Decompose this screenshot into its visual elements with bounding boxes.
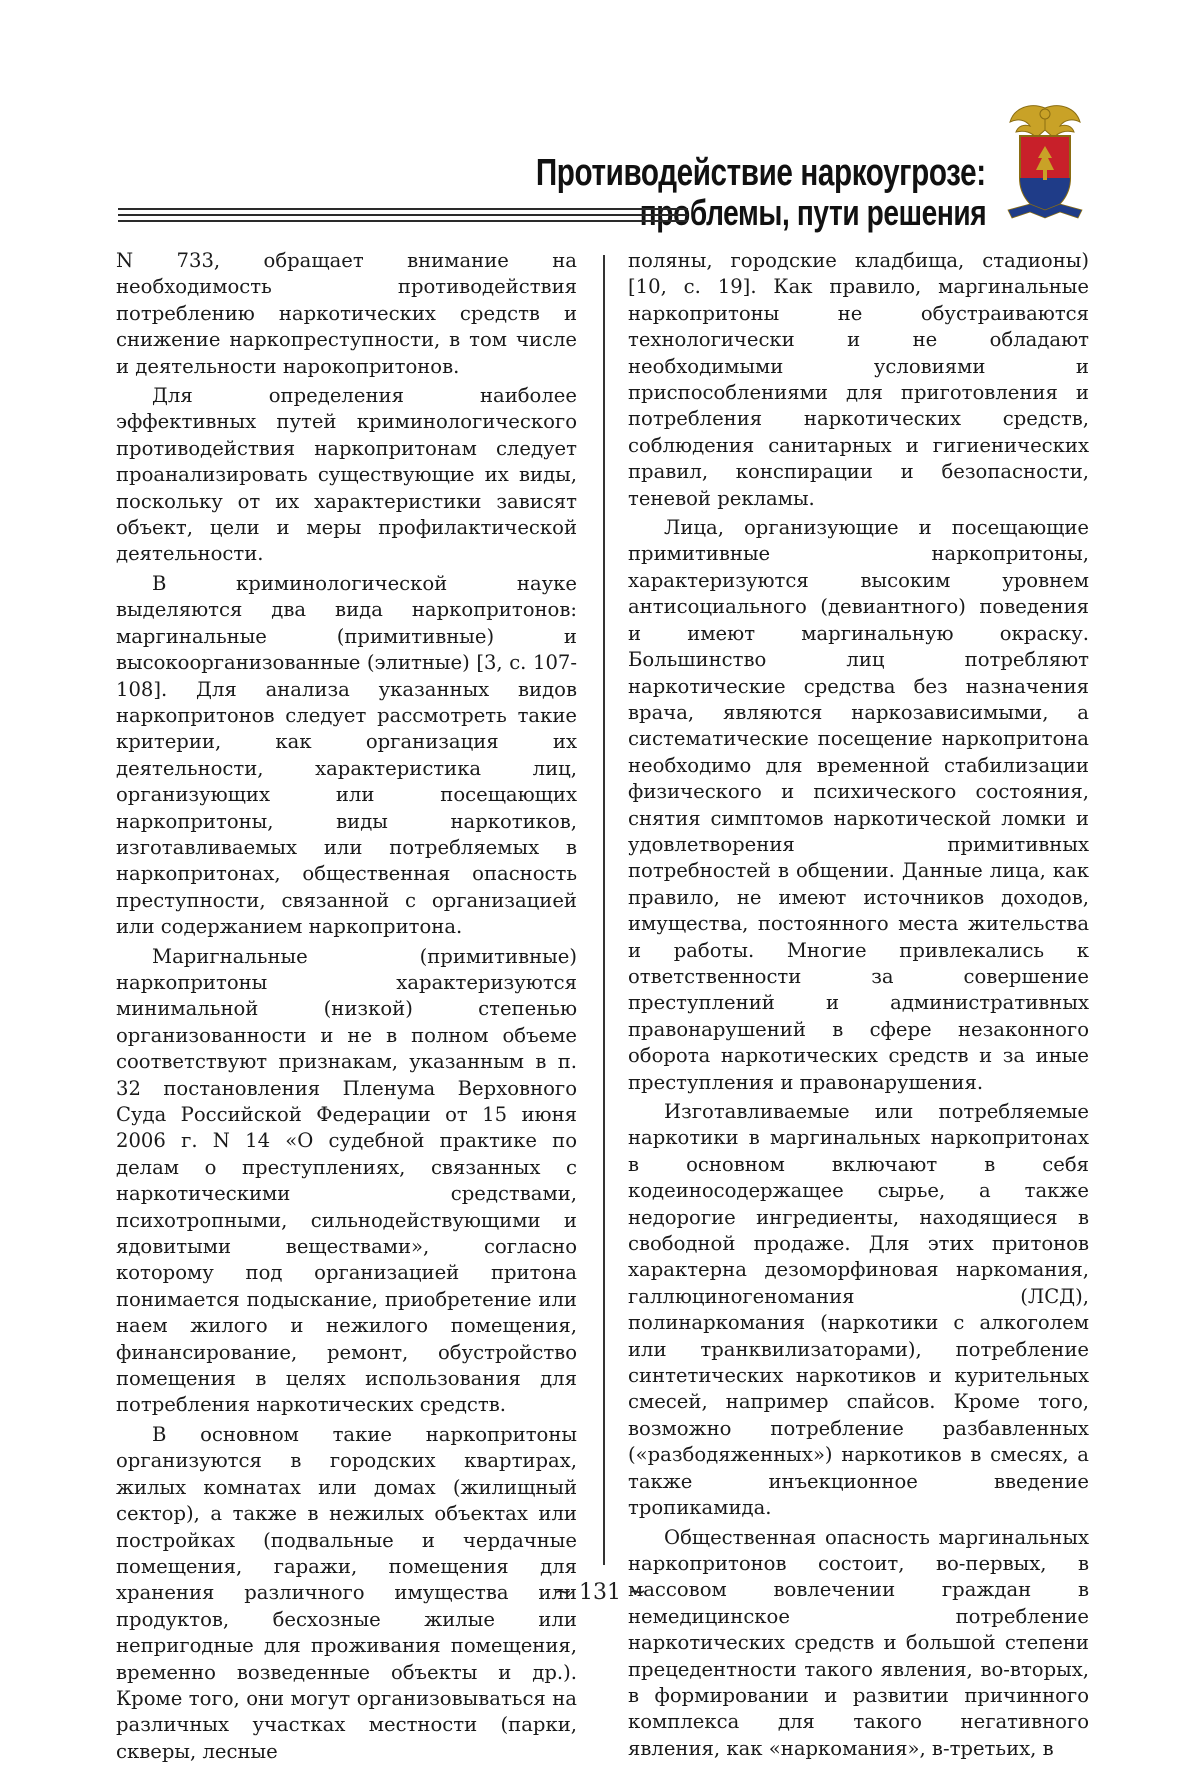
paragraph: поляны, городские кладбища, стадионы) [10, с. 19]. Как правило, маргинальные наркопритоны не обустраиваются технологически и не обладают необходимыми условиями и приспособлениями для приготовления и потребления наркотических средств, соблюдения санитарных и гигиенических правил, конспирации и безопасности, теневой рекламы. [628, 248, 1089, 512]
paragraph: N 733, обращает внимание на необходимость противодействия потреблению наркотических средств и снижение наркопреступности, в том числе и деятельности нарокопритонов. [116, 248, 577, 380]
journal-title-line1: Противодействие наркоугрозе: [536, 152, 986, 195]
paragraph: Лица, организующие и посещающие примитивные наркопритоны, характеризуются высоким уровнем антисоциального (девиантного) поведения и имеют маргинальную окраску. Большинство лиц потребляют наркотические средства без назначения врача, являются наркозависимыми, а систематические посещение наркопритона необходимо для временной стабилизации физического и психического состояния, снятия симптомов наркотической ломки и удовлетворения примитивных потребностей в общении. Данные лица, как правило, не имеют источников доходов, имущества, постоянного места жительства и работы. Многие привлекались к ответственности за совершение преступлений и административных правонарушений в сфере незаконного оборота наркотических средств и за иные преступления и правонарушения. [628, 515, 1089, 1096]
header-rule [118, 208, 688, 210]
journal-title-line2: проблемы, пути решения [639, 192, 986, 234]
header-rule [118, 214, 688, 216]
right-text-column [628, 248, 1089, 1762]
page-number: ~ 131 ~ [0, 1580, 1200, 1605]
page-header [0, 0, 1200, 240]
paragraph: Изготавливаемые или потребляемые наркотики в маргинальных наркопритонах в основном включают в себя кодеиносодержащее сырье, а также недорогие ингредиенты, находящиеся в свободной продаже. Для этих притонов характерна дезоморфиновая наркомания, галлюциногеномания (ЛСД), полинаркомания (наркотики с алкоголем или транквилизаторами), потребление синтетических наркотиков и курительных смесей, например спайсов. Кроме того, возможно потребление разбавленных («разбодяженных») наркотиков в смесях, а также инъекционное введение тропикамида. [628, 1099, 1089, 1522]
paragraph: Для определения наиболее эффективных путей криминологического противодействия наркопритонам следует проанализировать существующие их виды, поскольку от их характеристики зависят объект, цели и меры профилактической деятельности. [116, 383, 577, 568]
emblem-icon [1000, 100, 1090, 225]
paragraph: Общественная опасность маргинальных наркопритонов состоит, во-первых, в массовом вовлечении граждан в немедицинское потребление наркотических средств и большой степени прецедентности такого явления, во-вторых, в формировании и развитии причинного комплекса для такого негативного явления, как «наркомания», в-третьих, в [628, 1525, 1089, 1763]
paragraph: В криминологической науке выделяются два вида наркопритонов: маргинальные (примитивные) и высокоорганизованные (элитные) [3, с. 107-108]. Для анализа указанных видов наркопритонов следует рассмотреть такие критерии, как организация их деятельности, характеристика лиц, организующих или посещающих наркопритоны, виды наркотиков, изготавливаемых или потребляемых в наркопритонах, общественная опасность преступности, связанной с организацией или содержанием наркопритона. [116, 571, 577, 941]
header-rule [118, 220, 688, 222]
left-text-column [116, 248, 577, 1765]
paragraph: В основном такие наркопритоны организуются в городских квартирах, жилых комнатах или домах (жилищный сектор), а также в нежилых объектах или постройках (подвальные и чердачные помещения, гаражи, помещения для хранения различного имущества или продуктов, бесхозные жилые или непригодные для проживания помещения, временно возведенные объекты и др.). Кроме того, они могут организовываться на различных участках местности (парки, скверы, лесные [116, 1422, 577, 1765]
paragraph: Маригнальные (примитивные) наркопритоны характеризуются минимальной (низкой) степенью организованности и не в полном объеме соответствуют признакам, указанным в п. 32 постановления Пленума Верховного Суда Российской Федерации от 15 июня 2006 г. N 14 «О судебной практике по делам о преступлениях, связанных с наркотическими средствами, психотропными, сильнодействующими и ядовитыми веществами», согласно которому под организацией притона понимается подыскание, приобретение или наем жилого и нежилого помещения, финансирование, ремонт, обустройство помещения в целях использования для потребления наркотических средств. [116, 944, 577, 1419]
column-divider [603, 255, 605, 1565]
